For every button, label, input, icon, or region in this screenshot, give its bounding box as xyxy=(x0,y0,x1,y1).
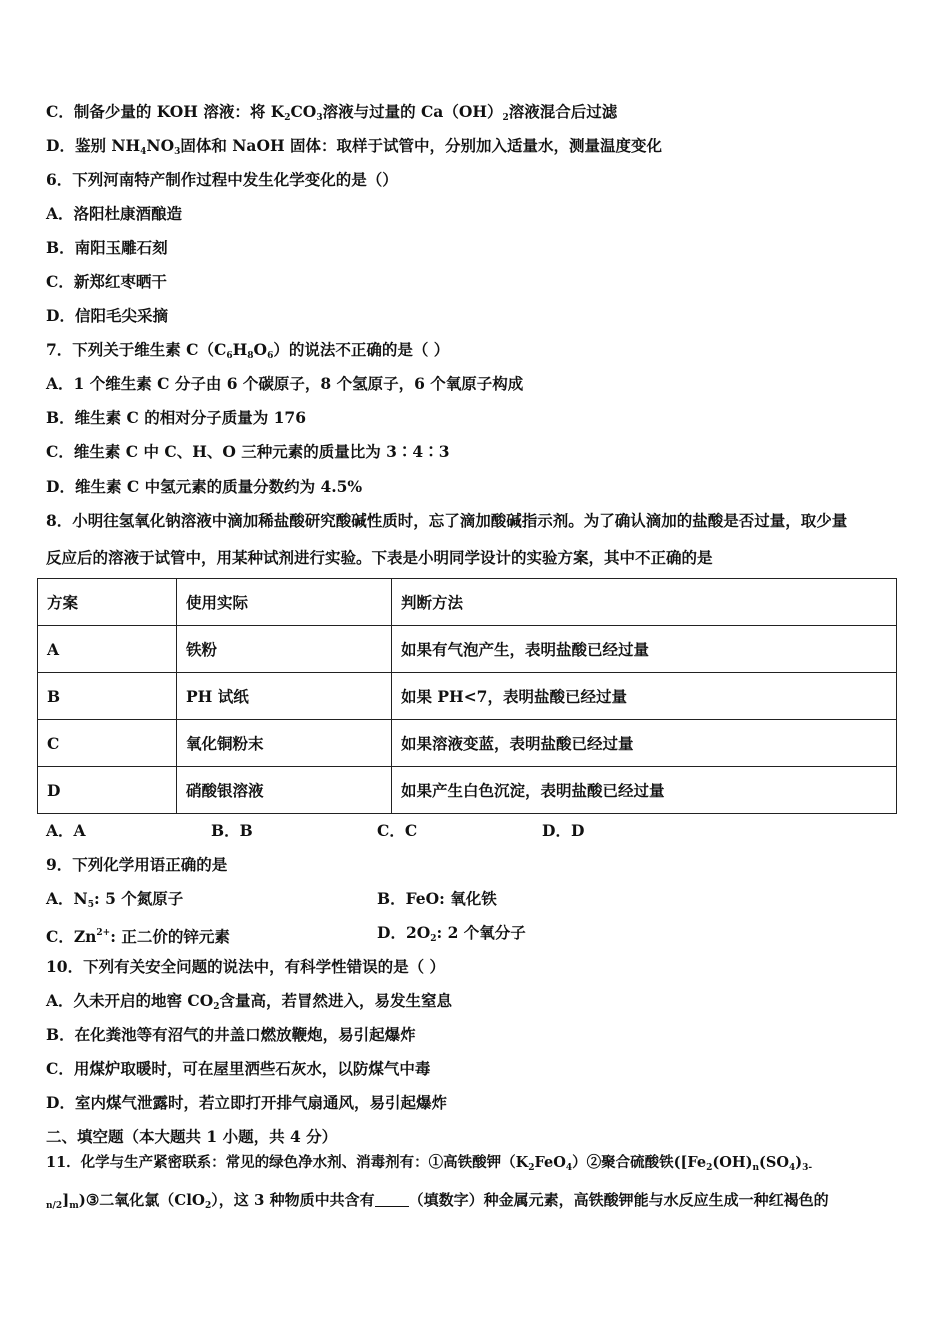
table-row xyxy=(38,673,897,720)
table-row xyxy=(38,767,897,814)
q9-option-d: D．$2O_2$: 2 个氧分子 xyxy=(377,923,526,944)
experiment-table xyxy=(37,578,897,814)
q11-stem-line2: $_{n/2}]_m)③$二氧化氯（ClO$_2$），这 3 种物质中共含有 （填数字）种金属元素，高铁酸钾能与水反应生成一种红褐色的 xyxy=(46,1191,829,1211)
table-cell: 如果溶液变蓝，表明盐酸已经过量 xyxy=(392,720,897,767)
q10-option-b: B．在化粪池等有沼气的井盖口燃放鞭炮，易引起爆炸 xyxy=(46,1025,416,1044)
table-row xyxy=(38,720,897,767)
q8-option-b: B．B xyxy=(211,821,253,840)
q8-option-a: A．A xyxy=(46,821,86,840)
q6-option-c: C．新郑红枣晒干 xyxy=(46,272,167,291)
q10-option-a: A．久未开启的地窖 $CO_2$含量高，若冒然进入，易发生窒息 xyxy=(46,991,453,1012)
table-cell: D xyxy=(38,767,177,814)
table-cell: 氧化铜粉末 xyxy=(177,720,392,767)
q9-option-a: A．$N_5$: 5 个氮原子 xyxy=(46,889,184,910)
q5-option-d: D．鉴别 $NH_4NO_3$固体和 NaOH 固体：取样于试管中，分别加入适量水，测量温度变化 xyxy=(46,136,663,157)
table-header-cell: 方案 xyxy=(38,579,177,626)
q9-option-c: C．$Zn^{2+}$: 正二价的锌元素 xyxy=(46,927,230,946)
q11-stem-line1: 11．化学与生产紧密联系：常见的绿色净水剂、消毒剂有：①高铁酸钾$(K_2FeO_4)②$聚合硫酸铁([$Fe_2(OH)_n(SO_4)_{3-}$ xyxy=(46,1154,813,1173)
q7-option-a: A．1 个维生素 C 分子由 6 个碳原子，8 个氢原子，6 个氧原子构成 xyxy=(46,374,524,393)
q8-stem-line2: 反应后的溶液于试管中，用某种试剂进行实验。下表是小明同学设计的实验方案，其中不正确的是 xyxy=(46,548,713,567)
table-cell: PH 试纸 xyxy=(177,673,392,720)
fill-in-blank[interactable] xyxy=(375,1192,409,1207)
table-header-cell: 使用实际 xyxy=(177,579,392,626)
table-header-row xyxy=(38,579,897,626)
q6-option-d: D．信阳毛尖采摘 xyxy=(46,306,168,325)
q7-option-c: C．维生素 C 中 C、H、O 三种元素的质量比为 3∶4∶3 xyxy=(46,442,450,461)
q8-stem-line1: 8．小明往氢氧化钠溶液中滴加稀盐酸研究酸碱性质时，忘了滴加酸碱指示剂。为了确认滴加的盐酸是否过量，取少量 xyxy=(46,511,848,530)
table-cell: 铁粉 xyxy=(177,626,392,673)
table-cell: A xyxy=(38,626,177,673)
section-heading: 二、填空题（本大题共 1 小题，共 4 分） xyxy=(46,1127,338,1146)
table-cell: B xyxy=(38,673,177,720)
q10-stem: 10．下列有关安全问题的说法中，有科学性错误的是（ ） xyxy=(46,957,445,976)
q6-option-b: B．南阳玉雕石刻 xyxy=(46,238,168,257)
table-cell: 如果 PH<7，表明盐酸已经过量 xyxy=(392,673,897,720)
q6-option-a: A．洛阳杜康酒酿造 xyxy=(46,204,183,223)
q10-option-c: C．用煤炉取暖时，可在屋里洒些石灰水，以防煤气中毒 xyxy=(46,1059,431,1078)
table-cell: 硝酸银溶液 xyxy=(177,767,392,814)
table-row xyxy=(38,626,897,673)
q5-option-c: C．制备少量的 KOH 溶液：将 $K_2CO_3$溶液与过量的 $Ca(OH)_2$溶液混合后过滤 xyxy=(46,102,618,123)
table-cell: 如果产生白色沉淀，表明盐酸已经过量 xyxy=(392,767,897,814)
table-cell: C xyxy=(38,720,177,767)
q6-stem: 6．下列河南特产制作过程中发生化学变化的是（） xyxy=(46,170,398,189)
table-cell: 如果有气泡产生，表明盐酸已经过量 xyxy=(392,626,897,673)
q8-option-d: D．D xyxy=(542,821,585,840)
q7-option-b: B．维生素 C 的相对分子质量为 176 xyxy=(46,408,306,427)
q8-option-c: C．C xyxy=(377,821,418,840)
q7-stem: 7．下列关于维生素 $C(C_6H_8O_6)$的说法不正确的是（ ） xyxy=(46,340,450,361)
q7-option-d: D．维生素 C 中氢元素的质量分数约为 4.5% xyxy=(46,477,363,496)
q10-option-d: D．室内煤气泄露时，若立即打开排气扇通风，易引起爆炸 xyxy=(46,1093,447,1112)
q9-option-b: B．FeO: 氧化铁 xyxy=(377,889,497,908)
q9-stem: 9．下列化学用语正确的是 xyxy=(46,855,228,874)
table-header-cell: 判断方法 xyxy=(392,579,897,626)
